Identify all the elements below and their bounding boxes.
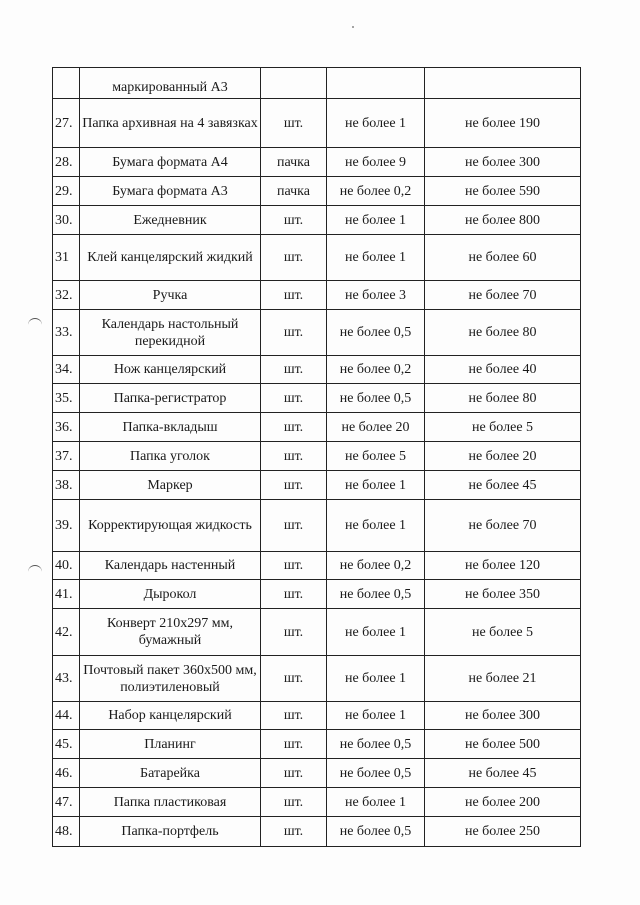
row-number: 48. bbox=[53, 817, 80, 847]
item-name: Папка уголок bbox=[80, 442, 261, 471]
item-unit: шт. bbox=[261, 500, 327, 552]
row-number: 45. bbox=[53, 730, 80, 759]
punch-hole-mark bbox=[28, 565, 42, 572]
item-price: не более 60 bbox=[425, 235, 581, 281]
item-quantity: не более 1 bbox=[327, 471, 425, 500]
item-quantity: не более 0,5 bbox=[327, 310, 425, 356]
item-name: Календарь настенный bbox=[80, 552, 261, 580]
item-quantity: не более 1 bbox=[327, 702, 425, 730]
row-number: 29. bbox=[53, 177, 80, 206]
supplies-table bbox=[52, 67, 581, 847]
item-quantity: не более 0,5 bbox=[327, 759, 425, 788]
item-quantity: не более 9 bbox=[327, 148, 425, 177]
table-row bbox=[53, 730, 581, 759]
item-name: Ежедневник bbox=[80, 206, 261, 235]
table-row bbox=[53, 702, 581, 730]
table-row bbox=[53, 177, 581, 206]
item-name: Бумага формата А4 bbox=[80, 148, 261, 177]
item-quantity: не более 1 bbox=[327, 656, 425, 702]
table-row bbox=[53, 656, 581, 702]
item-unit: шт. bbox=[261, 356, 327, 384]
item-quantity: не более 0,5 bbox=[327, 730, 425, 759]
item-price: не более 120 bbox=[425, 552, 581, 580]
item-price: не более 45 bbox=[425, 471, 581, 500]
item-price: не более 590 bbox=[425, 177, 581, 206]
item-unit: шт. bbox=[261, 99, 327, 148]
item-price: не более 5 bbox=[425, 413, 581, 442]
row-number: 27. bbox=[53, 99, 80, 148]
item-name: Набор канцелярский bbox=[80, 702, 261, 730]
row-number: 39. bbox=[53, 500, 80, 552]
table-row bbox=[53, 148, 581, 177]
row-number: 31 bbox=[53, 235, 80, 281]
item-unit: шт. bbox=[261, 384, 327, 413]
item-unit: шт. bbox=[261, 609, 327, 656]
row-number: 38. bbox=[53, 471, 80, 500]
item-name: Бумага формата А3 bbox=[80, 177, 261, 206]
table-row bbox=[53, 788, 581, 817]
item-quantity: не более 1 bbox=[327, 609, 425, 656]
item-unit: шт. bbox=[261, 759, 327, 788]
item-quantity: не более 0,5 bbox=[327, 384, 425, 413]
item-quantity: не более 3 bbox=[327, 281, 425, 310]
item-name: маркированный А3 bbox=[80, 68, 261, 99]
row-number: 41. bbox=[53, 580, 80, 609]
item-name: Папка-регистратор bbox=[80, 384, 261, 413]
item-quantity: не более 20 bbox=[327, 413, 425, 442]
item-price: не более 500 bbox=[425, 730, 581, 759]
item-quantity: не более 0,5 bbox=[327, 817, 425, 847]
row-number: 32. bbox=[53, 281, 80, 310]
table-row bbox=[53, 442, 581, 471]
row-number: 35. bbox=[53, 384, 80, 413]
item-quantity bbox=[327, 68, 425, 99]
row-number: 33. bbox=[53, 310, 80, 356]
row-number: 47. bbox=[53, 788, 80, 817]
item-price: не более 80 bbox=[425, 310, 581, 356]
item-unit: шт. bbox=[261, 206, 327, 235]
row-number: 46. bbox=[53, 759, 80, 788]
row-number bbox=[53, 68, 80, 99]
item-name: Дырокол bbox=[80, 580, 261, 609]
item-price: не более 300 bbox=[425, 702, 581, 730]
item-price: не более 200 bbox=[425, 788, 581, 817]
item-quantity: не более 0,2 bbox=[327, 356, 425, 384]
item-quantity: не более 0,2 bbox=[327, 552, 425, 580]
row-number: 42. bbox=[53, 609, 80, 656]
item-unit: шт. bbox=[261, 471, 327, 500]
item-unit: шт. bbox=[261, 702, 327, 730]
item-quantity: не более 1 bbox=[327, 235, 425, 281]
item-quantity: не более 5 bbox=[327, 442, 425, 471]
item-price: не более 250 bbox=[425, 817, 581, 847]
item-quantity: не более 1 bbox=[327, 206, 425, 235]
table-row bbox=[53, 281, 581, 310]
row-number: 44. bbox=[53, 702, 80, 730]
item-unit: шт. bbox=[261, 730, 327, 759]
item-name: Маркер bbox=[80, 471, 261, 500]
item-unit: шт. bbox=[261, 656, 327, 702]
item-unit: шт. bbox=[261, 310, 327, 356]
item-name: Календарь настольный перекидной bbox=[80, 310, 261, 356]
punch-hole-mark bbox=[28, 318, 42, 325]
item-unit: шт. bbox=[261, 788, 327, 817]
table-row bbox=[53, 384, 581, 413]
item-name: Папка архивная на 4 завязках bbox=[80, 99, 261, 148]
item-price bbox=[425, 68, 581, 99]
item-unit: шт. bbox=[261, 281, 327, 310]
item-quantity: не более 0,5 bbox=[327, 580, 425, 609]
row-number: 40. bbox=[53, 552, 80, 580]
item-unit: шт. bbox=[261, 235, 327, 281]
item-unit: пачка bbox=[261, 177, 327, 206]
table-row bbox=[53, 310, 581, 356]
item-name: Корректирующая жидкость bbox=[80, 500, 261, 552]
table-row bbox=[53, 99, 581, 148]
table-row bbox=[53, 817, 581, 847]
table-row bbox=[53, 68, 581, 99]
row-number: 43. bbox=[53, 656, 80, 702]
row-number: 30. bbox=[53, 206, 80, 235]
item-unit bbox=[261, 68, 327, 99]
item-price: не более 20 bbox=[425, 442, 581, 471]
table-row bbox=[53, 580, 581, 609]
item-name: Ручка bbox=[80, 281, 261, 310]
item-name: Нож канцелярский bbox=[80, 356, 261, 384]
table-row bbox=[53, 413, 581, 442]
table-row bbox=[53, 609, 581, 656]
item-name: Батарейка bbox=[80, 759, 261, 788]
item-unit: шт. bbox=[261, 552, 327, 580]
item-unit: шт. bbox=[261, 413, 327, 442]
table-row bbox=[53, 552, 581, 580]
item-price: не более 70 bbox=[425, 500, 581, 552]
item-price: не более 350 bbox=[425, 580, 581, 609]
item-price: не более 40 bbox=[425, 356, 581, 384]
item-unit: шт. bbox=[261, 580, 327, 609]
item-name: Папка-портфель bbox=[80, 817, 261, 847]
table-row bbox=[53, 206, 581, 235]
row-number: 34. bbox=[53, 356, 80, 384]
item-price: не более 5 bbox=[425, 609, 581, 656]
table-row bbox=[53, 356, 581, 384]
item-price: не более 80 bbox=[425, 384, 581, 413]
item-unit: пачка bbox=[261, 148, 327, 177]
item-price: не более 300 bbox=[425, 148, 581, 177]
item-name: Планинг bbox=[80, 730, 261, 759]
table-row bbox=[53, 471, 581, 500]
table-row bbox=[53, 235, 581, 281]
item-name: Клей канцелярский жидкий bbox=[80, 235, 261, 281]
item-price: не более 70 bbox=[425, 281, 581, 310]
item-quantity: не более 0,2 bbox=[327, 177, 425, 206]
item-quantity: не более 1 bbox=[327, 788, 425, 817]
item-quantity: не более 1 bbox=[327, 500, 425, 552]
table-row bbox=[53, 500, 581, 552]
row-number: 36. bbox=[53, 413, 80, 442]
item-unit: шт. bbox=[261, 817, 327, 847]
item-name: Папка-вкладыш bbox=[80, 413, 261, 442]
scan-speck bbox=[352, 26, 354, 28]
item-price: не более 190 bbox=[425, 99, 581, 148]
item-quantity: не более 1 bbox=[327, 99, 425, 148]
item-name: Конверт 210x297 мм, бумажный bbox=[80, 609, 261, 656]
item-price: не более 800 bbox=[425, 206, 581, 235]
item-unit: шт. bbox=[261, 442, 327, 471]
item-price: не более 45 bbox=[425, 759, 581, 788]
row-number: 37. bbox=[53, 442, 80, 471]
item-price: не более 21 bbox=[425, 656, 581, 702]
item-name: Папка пластиковая bbox=[80, 788, 261, 817]
table-row bbox=[53, 759, 581, 788]
item-name: Почтовый пакет 360x500 мм, полиэтиленовый bbox=[80, 656, 261, 702]
row-number: 28. bbox=[53, 148, 80, 177]
